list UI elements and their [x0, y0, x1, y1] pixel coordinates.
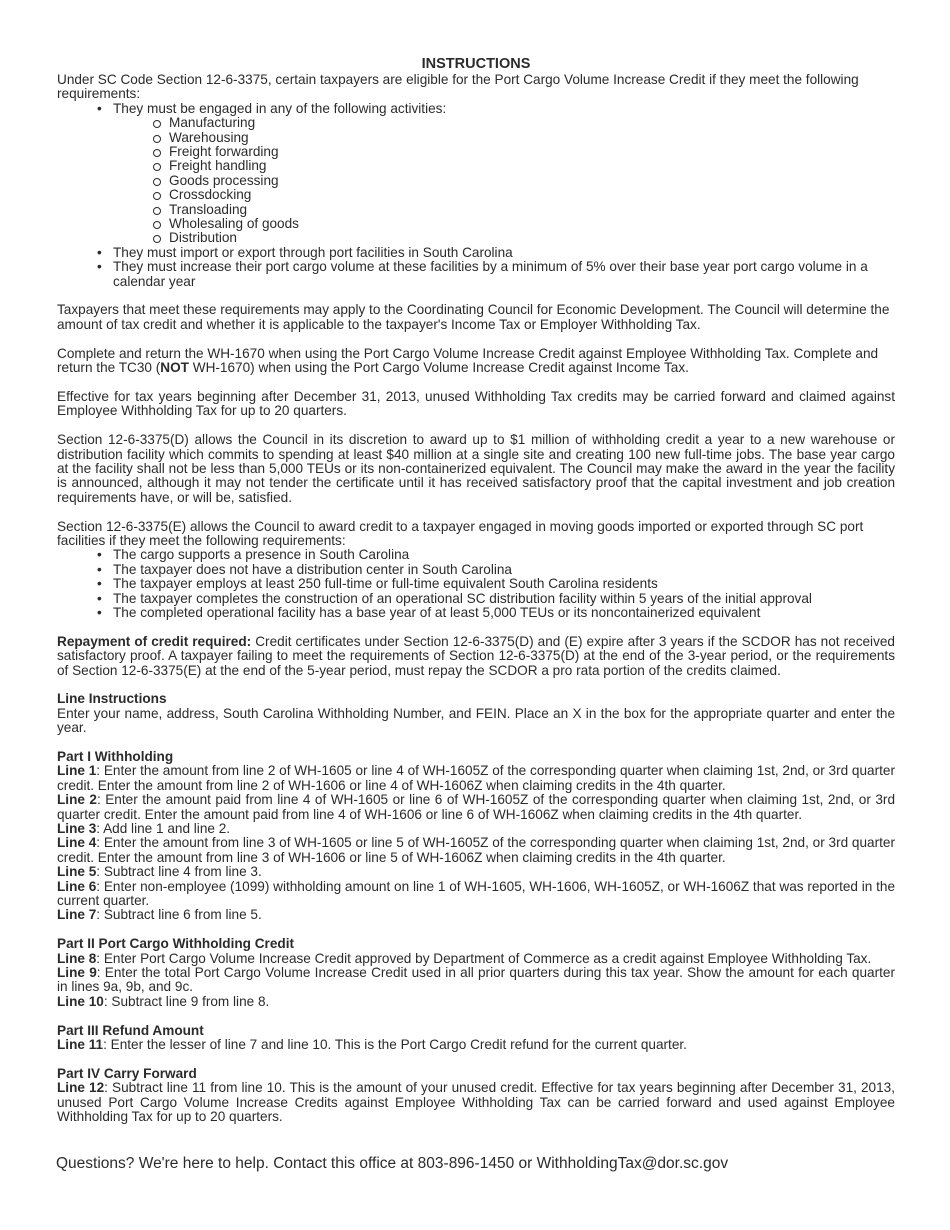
line-item	[57, 764, 895, 793]
line-item	[57, 966, 895, 995]
line-label: Line 4	[57, 835, 97, 851]
line-text: : Enter the lesser of line 7 and line 10. This is the Port Cargo Credit refund for the current quarter.	[103, 1037, 687, 1053]
line-text: : Enter the amount from line 3 of WH-1605 or line 5 of WH-1605Z of the corresponding quarter when claiming 1st, 2nd, or 3rd quarter credit. Enter the amount from line 3 of WH-1606 or line 5 of WH-1606Z when claiming credits in the 4th quarter.	[57, 835, 896, 865]
intro-text: Under SC Code Section 12-6-3375, certain taxpayers are eligible for the Port Cargo Volume Increase Credit if they meet the following requirements:	[57, 72, 859, 102]
line-label: Line 10	[57, 993, 104, 1009]
line-item	[57, 908, 895, 922]
repayment-label: Repayment of credit required:	[57, 633, 252, 649]
line-text: : Subtract line 4 from line 3.	[96, 864, 262, 880]
list-item: Crossdocking	[169, 188, 895, 202]
line-instructions-text: Enter your name, address, South Carolina Withholding Number, and FEIN. Place an X in the box for the appropriate quarter and enter the year.	[57, 705, 895, 736]
part4-heading: Part IV Carry Forward	[57, 1065, 197, 1081]
line-item	[57, 995, 895, 1009]
list-item: • The taxpayer employs at least 250 full-time or full-time equivalent South Carolina residents	[113, 577, 895, 591]
line-item	[57, 1081, 895, 1124]
line-label: Line 7	[57, 907, 97, 923]
part3-heading: Part III Refund Amount	[57, 1022, 204, 1038]
line-text: : Enter non-employee (1099) withholding amount on line 1 of WH-1605, WH-1606, WH-1605Z, or WH-1606Z that was reported in the current quarter.	[57, 878, 896, 909]
complete-paragraph	[57, 347, 895, 376]
list-item: • The taxpayer does not have a distribution center in South Carolina	[113, 563, 895, 577]
line-label: Line 5	[57, 864, 97, 880]
line-text: : Enter the total Port Cargo Volume Increase Credit used in all prior quarters during this tax year. Show the amount for each quarter in lines 9a, 9b, and 9c.	[57, 965, 896, 995]
line-item	[57, 836, 895, 865]
line-label: Line 11	[57, 1037, 104, 1053]
section-d-paragraph: Section 12-6-3375(D) allows the Council in its discretion to award up to $1 million of withholding credit a year to a new warehouse or distribution facility which commits to spending at least $40 million at a single site and creating 100 new full-time jobs. The base year cargo at the facility shall not be less than 5,000 TEUs or its non-containerized equivalent. The Council may make the award in the year the facility is announced, although it may not tender the certificate until it has received satisfactory proof that the capital investment and job creation requirements have, or will be, satisfied.	[57, 432, 895, 505]
requirements-list	[57, 102, 895, 289]
line-label: Line 6	[57, 878, 97, 894]
line-item	[57, 865, 895, 879]
line-text: : Subtract line 9 from line 8.	[103, 993, 270, 1009]
line-text: : Enter the amount paid from line 4 of WH-1605 or line 6 of WH-1605Z of the corresponding quarter when claiming 1st, 2nd, or 3rd quarter credit. Enter the amount paid from line 4 of WH-1606 or line 6 of WH-1606Z when claiming credits in the 4th quarter.	[57, 792, 895, 822]
list-item: Wholesaling of goods	[169, 217, 895, 231]
line-label: Line 3	[57, 821, 97, 836]
line-item	[57, 822, 895, 836]
part2-heading: Part II Port Cargo Withholding Credit	[57, 936, 295, 952]
list-item: Transloading	[169, 203, 895, 217]
list-item: Freight handling	[169, 159, 895, 173]
complete-text-part1: Complete and return the WH-1670 when using the Port Cargo Volume Increase Credit against Employee Withholding Tax. Complete and return the TC30 (	[57, 345, 879, 376]
line-label: Line 8	[57, 950, 97, 966]
effective-paragraph: Effective for tax years beginning after December 31, 2013, unused Withholding Tax credits may be carried forward and claimed against Employee Withholding Tax for up to 20 quarters.	[57, 388, 895, 419]
list-item: Manufacturing	[169, 116, 895, 130]
list-item: • The cargo supports a presence in South Carolina	[113, 548, 895, 562]
repayment-paragraph	[57, 635, 895, 678]
list-item: • The completed operational facility has a base year of at least 5,000 TEUs or its noncontainerized equivalent	[113, 606, 895, 620]
line-item	[57, 952, 895, 966]
list-item: Warehousing	[169, 131, 895, 145]
line-label: Line 1	[57, 763, 97, 779]
list-item: Freight forwarding	[169, 145, 895, 159]
line-text: : Enter the amount from line 2 of WH-1605 or line 4 of WH-1605Z of the corresponding quarter when claiming 1st, 2nd, or 3rd quarter credit. Enter the amount from line 2 of WH-1606 or line 4 of WH-1606Z when claiming credits in the 4th quarter.	[57, 763, 896, 793]
not-emphasis: NOT	[160, 360, 189, 376]
line-label: Line 2	[57, 792, 97, 808]
list-item: • They must import or export through port facilities in South Carolina	[113, 246, 895, 260]
council-paragraph: Taxpayers that meet these requirements may apply to the Coordinating Council for Economic Development. The Council will determine the amount of tax credit and whether it is applicable to the taxpayer's Income Tax or Employer Withholding Tax.	[57, 302, 890, 332]
line-text: : Enter Port Cargo Volume Increase Credit approved by Department of Commerce as a credit against Employee Withholding Tax.	[96, 950, 872, 966]
list-item	[113, 102, 895, 246]
complete-text-part2: WH-1670) when using the Port Cargo Volume Increase Credit against Income Tax.	[188, 360, 689, 376]
page-title: INSTRUCTIONS	[421, 56, 531, 72]
repayment-text: Credit certificates under Section 12-6-3375(D) and (E) expire after 3 years if the SCDOR has not received satisfactory proof. A taxpayer failing to meet the requirements of Section 12-6-3375(D) at the end of the 3-year period, or the requirements of Section 12-6-3375(E) at the end of the 5-year period, must repay the SCDOR a pro rata portion of the credits claimed.	[57, 633, 895, 678]
list-item: • The taxpayer completes the construction of an operational SC distribution facility within 5 years of the initial approval	[113, 592, 895, 606]
instructions-page	[57, 56, 895, 1124]
list-item: Distribution	[169, 231, 895, 245]
line-text: : Subtract line 11 from line 10. This is the amount of your unused credit. Effective for tax years beginning after December 31, 2013, unused Port Cargo Volume Increase Credits against Employee Withholding Tax can be carried forward and used against Employee Withholding Tax for up to 20 quarters.	[57, 1080, 896, 1125]
contact-footer: Questions? We're here to help. Contact this office at 803-896-1450 or WithholdingTax@dor.sc.gov	[56, 1155, 729, 1172]
line-label: Line 9	[57, 965, 97, 981]
line-label: Line 12	[57, 1080, 105, 1096]
section-e-paragraph: Section 12-6-3375(E) allows the Council to award credit to a taxpayer engaged in moving goods imported or exported through SC port facilities if they meet the following requirements:	[57, 518, 864, 548]
line-item	[57, 793, 895, 822]
list-item: • They must increase their port cargo volume at these facilities by a minimum of 5% over their base year port cargo volume in a calendar year	[113, 260, 895, 289]
line-text: : Add line 1 and line 2.	[96, 821, 231, 836]
activities-list	[113, 116, 895, 246]
section-e-list	[57, 548, 895, 620]
list-item: Goods processing	[169, 174, 895, 188]
line-item	[57, 1038, 895, 1052]
part1-heading: Part I Withholding	[57, 748, 174, 764]
line-item	[57, 880, 895, 909]
line-text: : Subtract line 6 from line 5.	[96, 907, 262, 923]
line-instructions-heading: Line Instructions	[57, 691, 167, 707]
activities-label: They must be engaged in any of the following activities:	[113, 100, 447, 116]
